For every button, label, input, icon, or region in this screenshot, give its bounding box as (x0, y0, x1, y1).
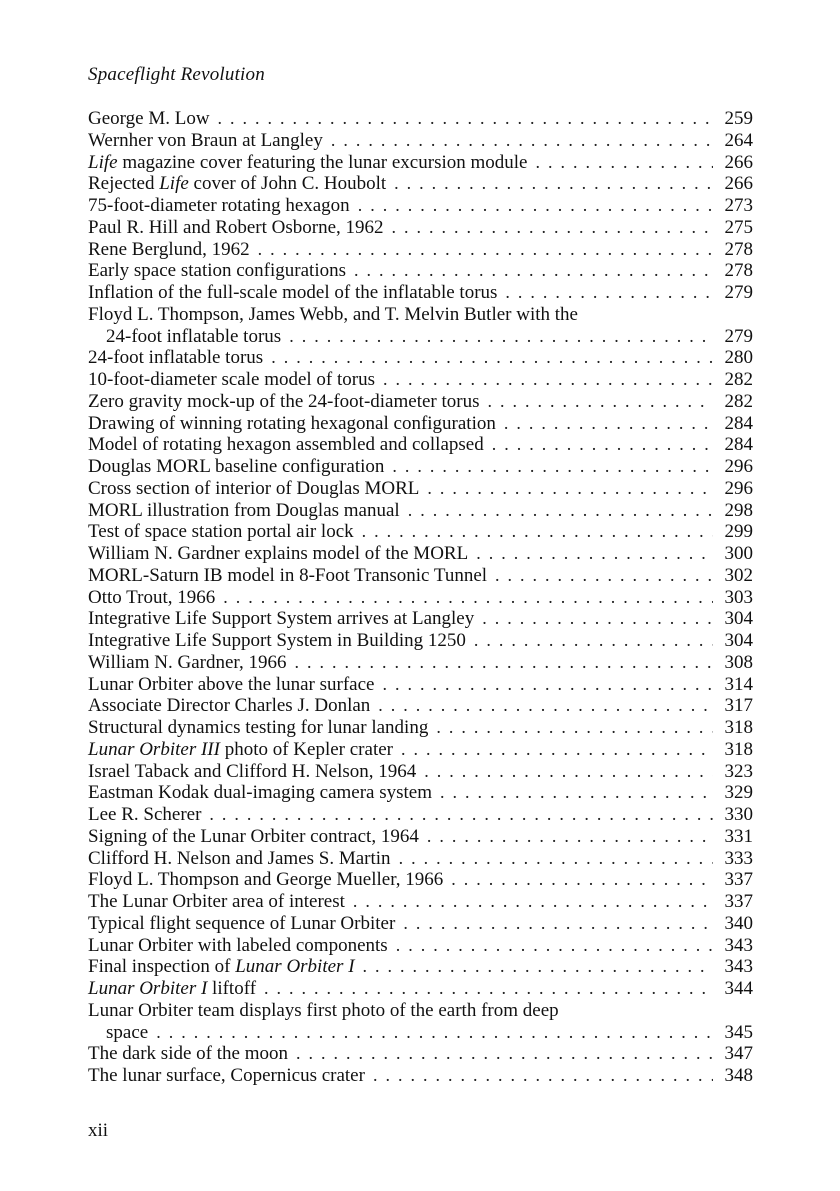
toc-entry (88, 587, 753, 609)
toc-entry (88, 826, 753, 848)
entry-title (88, 152, 527, 174)
toc-entry (88, 108, 753, 130)
entry-page-number: 280 (724, 347, 753, 369)
dot-leader (331, 130, 713, 152)
entry-title (88, 282, 497, 304)
toc-entry (88, 695, 753, 717)
entry-title-text: George M. Low (88, 108, 210, 129)
toc-entry (88, 761, 753, 783)
toc-entry (88, 239, 753, 261)
entry-page-number: 284 (724, 434, 753, 456)
entry-title-text: Rene Berglund, 1962 (88, 238, 250, 260)
entry-page-number: 337 (724, 891, 753, 912)
entry-page-number: 304 (724, 630, 753, 651)
dot-leader (492, 434, 713, 456)
entry-title (88, 1000, 559, 1021)
entry-title-text: William N. Gardner explains model of the MORL (88, 543, 469, 564)
dot-leader (382, 674, 713, 696)
entry-title-text: Lunar Orbiter above the lunar surface (88, 673, 375, 695)
entry-title-text: MORL-Saturn IB model in 8-Foot Transonic Tunnel (88, 564, 488, 586)
entry-title-text: Integrative Life Support System arrives at Langley (88, 608, 475, 630)
dot-leader (209, 804, 713, 826)
toc-entry (88, 891, 753, 913)
entry-title (88, 674, 374, 696)
entry-title (88, 173, 386, 195)
entry-page-number: 275 (724, 216, 753, 238)
entry-page-number: 344 (724, 978, 753, 999)
toc-entry (88, 608, 753, 630)
entry-page-number: 345 (724, 1021, 753, 1043)
dot-leader (353, 891, 713, 913)
entry-page-number: 296 (724, 456, 753, 477)
entry-page-number: 323 (724, 760, 753, 782)
entry-page-number: 279 (724, 325, 753, 347)
entry-title-text: cover of John C. Houbolt (188, 173, 387, 195)
entry-title-text: Paul R. Hill and Robert Osborne, 1962 (88, 216, 384, 238)
entry-title (88, 543, 468, 565)
dot-leader (474, 630, 713, 652)
entry-title-italic: Lunar Orbiter III (88, 738, 220, 760)
entry-page-number: 304 (724, 608, 753, 630)
entry-title-text: MORL illustration from Douglas manual (88, 499, 400, 521)
toc-entry (88, 282, 753, 304)
dot-leader (156, 1022, 713, 1044)
entry-page-number: 296 (724, 477, 753, 499)
entry-title (88, 978, 256, 1000)
entry-page-number: 343 (724, 934, 753, 956)
dot-leader (476, 543, 713, 565)
entry-page-number: 278 (724, 238, 753, 260)
dot-leader (399, 848, 713, 870)
dot-leader (403, 913, 713, 935)
entry-title (88, 695, 370, 717)
entry-title (88, 260, 346, 282)
toc-entry (88, 565, 753, 587)
entry-title-text: magazine cover featuring the lunar excursion module (117, 151, 528, 173)
entry-page-number: 279 (724, 282, 753, 303)
toc-entry (88, 956, 753, 978)
entry-title (88, 434, 484, 456)
entry-title-text: Inflation of the full-scale model of the inflatable torus (88, 282, 498, 303)
entry-title-text: Floyd L. Thompson, James Webb, and T. Melvin Butler with the (88, 303, 578, 325)
entry-title (88, 304, 578, 325)
entry-title (88, 826, 419, 848)
entry-page-number: 302 (724, 564, 753, 586)
dot-leader (392, 217, 713, 239)
toc-entry (88, 478, 753, 500)
dot-leader (264, 978, 713, 1000)
toc-entry (88, 935, 753, 957)
toc-entry (88, 782, 753, 804)
entry-title (88, 891, 345, 913)
entry-title (88, 761, 416, 783)
entry-title-text: Lunar Orbiter with labeled components (88, 934, 388, 956)
dot-leader (440, 782, 713, 804)
entry-title (88, 739, 393, 761)
entry-title-text: space (106, 1021, 149, 1043)
toc-entry (88, 1043, 753, 1065)
dot-leader (218, 108, 713, 130)
entry-title-text: 10-foot-diameter scale model of torus (88, 369, 376, 390)
entry-title (88, 500, 400, 522)
entry-page-number: 266 (724, 151, 753, 173)
entry-title (88, 369, 375, 391)
dot-leader (271, 347, 713, 369)
dot-leader (427, 826, 713, 848)
entry-title-italic: Lunar Orbiter I (88, 978, 208, 999)
dot-leader (362, 521, 713, 543)
entry-title-text: Associate Director Charles J. Donlan (88, 695, 371, 717)
entry-title (88, 347, 263, 369)
entry-title (88, 848, 391, 870)
toc-entry (88, 130, 753, 152)
entry-title-text: William N. Gardner, 1966 (88, 651, 287, 673)
entry-title-text: Model of rotating hexagon assembled and collapsed (88, 434, 484, 456)
entry-title (88, 521, 354, 543)
entry-title-text: Israel Taback and Clifford H. Nelson, 1964 (88, 760, 417, 782)
dot-leader (258, 239, 713, 261)
toc-entry (88, 217, 753, 239)
dot-leader (535, 152, 713, 174)
entry-page-number: 343 (724, 956, 753, 978)
toc-entry (88, 1022, 753, 1044)
toc-entry (88, 630, 753, 652)
entry-title-text: Otto Trout, 1966 (88, 586, 216, 608)
entry-page-number: 314 (724, 673, 753, 695)
entry-title (88, 565, 487, 587)
entry-title-text: Clifford H. Nelson and James S. Martin (88, 847, 391, 869)
entry-title (88, 130, 323, 152)
entry-title-text: The dark side of the moon (88, 1043, 288, 1065)
toc-entry (88, 326, 753, 348)
entry-page-number: 340 (724, 912, 753, 934)
entry-page-number: 264 (724, 129, 753, 151)
dot-leader (296, 1043, 713, 1065)
dot-leader (505, 282, 713, 304)
entry-title (88, 456, 384, 478)
entry-page-number: 298 (724, 499, 753, 521)
toc-entry (88, 1065, 753, 1087)
toc-entry (88, 804, 753, 826)
entry-title (88, 956, 355, 978)
toc-entry (88, 674, 753, 696)
entry-title-text: Douglas MORL baseline configuration (88, 456, 385, 477)
entry-title-text: Lee R. Scherer (88, 804, 202, 825)
entry-title-text: Cross section of interior of Douglas MORL (88, 477, 420, 499)
dot-leader (488, 391, 714, 413)
entry-title-text: Rejected (88, 173, 160, 195)
entry-title-text: Final inspection of (88, 956, 236, 978)
entry-title-text: 75-foot-diameter rotating hexagon (88, 195, 350, 216)
toc-entry (88, 848, 753, 870)
entry-title-text: Integrative Life Support System in Building 1250 (88, 630, 466, 651)
toc-entry (88, 304, 753, 326)
dot-leader (354, 260, 713, 282)
entry-title (88, 478, 419, 500)
entry-page-number: 266 (724, 173, 753, 195)
toc-entry (88, 913, 753, 935)
toc-entry (88, 173, 753, 195)
dot-leader (408, 500, 713, 522)
dot-leader (401, 739, 713, 761)
toc-entry (88, 413, 753, 435)
entry-title-text: Early space station configurations (88, 260, 347, 282)
toc-entry (88, 543, 753, 565)
entry-title (88, 391, 480, 413)
entry-title-italic: Life (159, 173, 189, 195)
entry-title-italic: Lunar Orbiter I (235, 956, 355, 978)
entry-page-number: 333 (724, 847, 753, 869)
toc-entry (88, 652, 753, 674)
toc-entry (88, 739, 753, 761)
dot-leader (396, 935, 713, 957)
entry-title (88, 717, 428, 739)
entry-title (88, 217, 384, 239)
entry-title (88, 935, 388, 957)
dot-leader (504, 413, 713, 435)
dot-leader (427, 478, 713, 500)
entry-page-number: 347 (724, 1043, 753, 1065)
entry-title-text: Test of space station portal air lock (88, 521, 354, 543)
entry-title (88, 630, 466, 652)
entry-title (88, 869, 443, 891)
dot-leader (373, 1065, 713, 1087)
entry-page-number: 259 (724, 108, 753, 129)
entry-page-number: 273 (724, 195, 753, 216)
list-of-illustrations (88, 108, 753, 1087)
toc-entry (88, 869, 753, 891)
entry-title-text: Signing of the Lunar Orbiter contract, 1964 (88, 825, 419, 847)
entry-page-number: 282 (724, 390, 753, 412)
dot-leader (358, 195, 713, 217)
entry-title-text: Zero gravity mock-up of the 24-foot-diameter torus (88, 390, 480, 412)
entry-title (88, 804, 201, 826)
running-head: Spaceflight Revolution (88, 64, 265, 85)
dot-leader (289, 326, 713, 348)
dot-leader (392, 456, 713, 478)
entry-title-text: The Lunar Orbiter area of interest (88, 891, 345, 912)
entry-title-text: 24-foot inflatable torus (88, 347, 264, 369)
entry-page-number: 282 (724, 369, 753, 390)
entry-title (88, 782, 432, 804)
toc-entry (88, 260, 753, 282)
entry-title-italic: Life (88, 151, 118, 173)
entry-page-number: 329 (724, 782, 753, 804)
entry-title (88, 239, 250, 261)
toc-entry (88, 978, 753, 1000)
entry-title-text: 24-foot inflatable torus (106, 325, 282, 347)
toc-entry (88, 717, 753, 739)
entry-page-number: 318 (724, 738, 753, 760)
dot-leader (294, 652, 713, 674)
toc-entry (88, 1000, 753, 1022)
entry-page-number: 300 (724, 543, 753, 564)
toc-entry (88, 434, 753, 456)
toc-entry (88, 391, 753, 413)
dot-leader (394, 173, 713, 195)
page-number: xii (88, 1120, 109, 1141)
toc-entry (88, 521, 753, 543)
entry-page-number: 303 (724, 586, 753, 608)
entry-title (106, 1022, 148, 1044)
entry-page-number: 318 (724, 717, 753, 738)
entry-title-text: photo of Kepler crater (219, 738, 393, 760)
dot-leader (363, 956, 713, 978)
entry-title-text: Lunar Orbiter team displays first photo of the earth from deep (88, 999, 559, 1021)
dot-leader (482, 608, 713, 630)
entry-page-number: 308 (724, 651, 753, 673)
entry-title (88, 1065, 365, 1087)
dot-leader (383, 369, 713, 391)
entry-title (88, 913, 395, 935)
toc-entry (88, 456, 753, 478)
entry-title-text: Wernher von Braun at Langley (88, 129, 323, 151)
toc-entry (88, 500, 753, 522)
toc-entry (88, 347, 753, 369)
entry-title (88, 413, 496, 435)
entry-page-number: 330 (724, 804, 753, 825)
entry-page-number: 331 (724, 825, 753, 847)
entry-page-number: 299 (724, 521, 753, 543)
toc-entry (88, 369, 753, 391)
entry-title-text: liftoff (207, 978, 257, 999)
entry-title-text: Structural dynamics testing for lunar landing (88, 717, 429, 738)
dot-leader (223, 587, 713, 609)
dot-leader (451, 869, 713, 891)
entry-page-number: 284 (724, 412, 753, 434)
entry-page-number: 337 (724, 869, 753, 891)
dot-leader (495, 565, 713, 587)
entry-title-text: Floyd L. Thompson and George Mueller, 1966 (88, 869, 444, 891)
entry-title-text: Drawing of winning rotating hexagonal configuration (88, 412, 496, 434)
entry-title-text: Typical flight sequence of Lunar Orbiter (88, 912, 396, 934)
dot-leader (436, 717, 713, 739)
entry-title (88, 608, 474, 630)
entry-title (88, 195, 350, 217)
entry-title (88, 587, 215, 609)
entry-page-number: 348 (724, 1065, 753, 1086)
dot-leader (378, 695, 713, 717)
toc-entry (88, 152, 753, 174)
entry-title-text: The lunar surface, Copernicus crater (88, 1065, 365, 1086)
entry-title (88, 108, 210, 130)
toc-entry (88, 195, 753, 217)
entry-title (106, 326, 281, 348)
dot-leader (424, 761, 713, 783)
entry-title (88, 1043, 288, 1065)
entry-page-number: 317 (724, 695, 753, 717)
entry-page-number: 278 (724, 260, 753, 282)
entry-title (88, 652, 286, 674)
entry-title-text: Eastman Kodak dual-imaging camera system (88, 782, 433, 804)
